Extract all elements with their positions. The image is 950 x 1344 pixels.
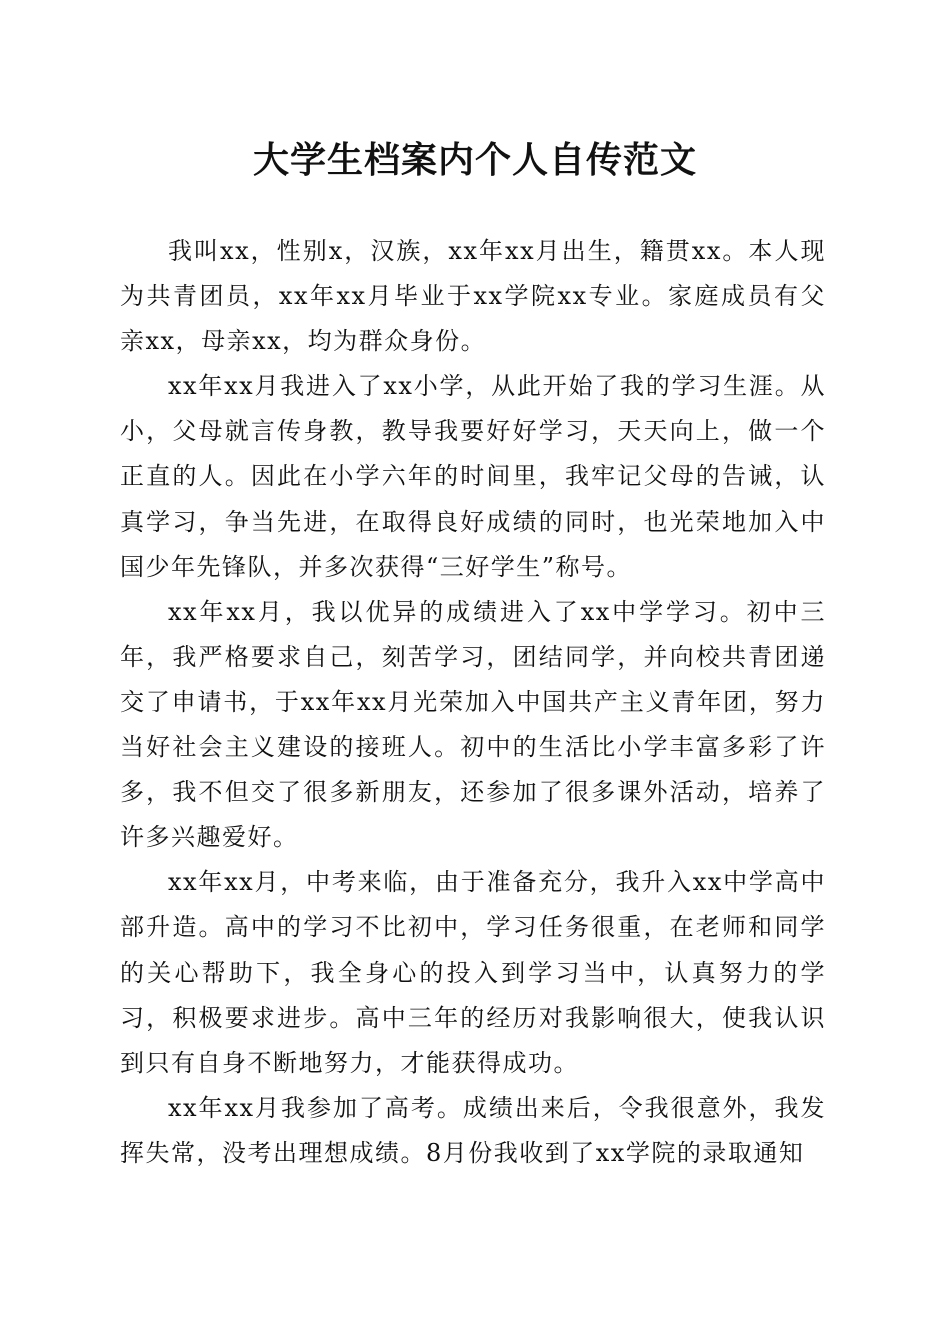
paragraph-high-school: xx年xx月，中考来临，由于准备充分，我升入xx中学高中部升造。高中的学习不比初中，学习任务很重，在老师和同学的关心帮助下，我全身心的投入到学习当中，认真努力的学习，积极要求进步。高中三年的经历对我影响很大，使我认识到只有自身不断地努力，才能获得成功。 [120, 868, 826, 1077]
paragraph-primary-school: xx年xx月我进入了xx小学，从此开始了我的学习生涯。从小，父母就言传身教，教导我要好好学习，天天向上，做一个正直的人。因此在小学六年的时间里，我牢记父母的告诫，认真学习，争当先进，在取得良好成绩的同时，也光荣地加入中国少年先锋队，并多次获得“三好学生”称号。 [120, 372, 826, 581]
document-body [120, 229, 826, 1176]
paragraph-personal-info: 我叫xx，性别x，汉族，xx年xx月出生，籍贯xx。本人现为共青团员，xx年xx月毕业于xx学院xx专业。家庭成员有父亲xx，母亲xx，均为群众身份。 [120, 237, 826, 356]
paragraph-middle-school: xx年xx月，我以优异的成绩进入了xx中学学习。初中三年，我严格要求自己，刻苦学习，团结同学，并向校共青团递交了申请书，于xx年xx月光荣加入中国共产主义青年团，努力当好社会主义建设的接班人。初中的生活比小学丰富多彩了许多，我不但交了很多新朋友，还参加了很多课外活动，培养了许多兴趣爱好。 [120, 597, 826, 852]
document-title: 大学生档案内个人自传范文 [252, 139, 697, 181]
paragraph-college-entrance: xx年xx月我参加了高考。成绩出来后，令我很意外，我发挥失常，没考出理想成绩。8月份我收到了xx学院的录取通知 [120, 1093, 826, 1167]
